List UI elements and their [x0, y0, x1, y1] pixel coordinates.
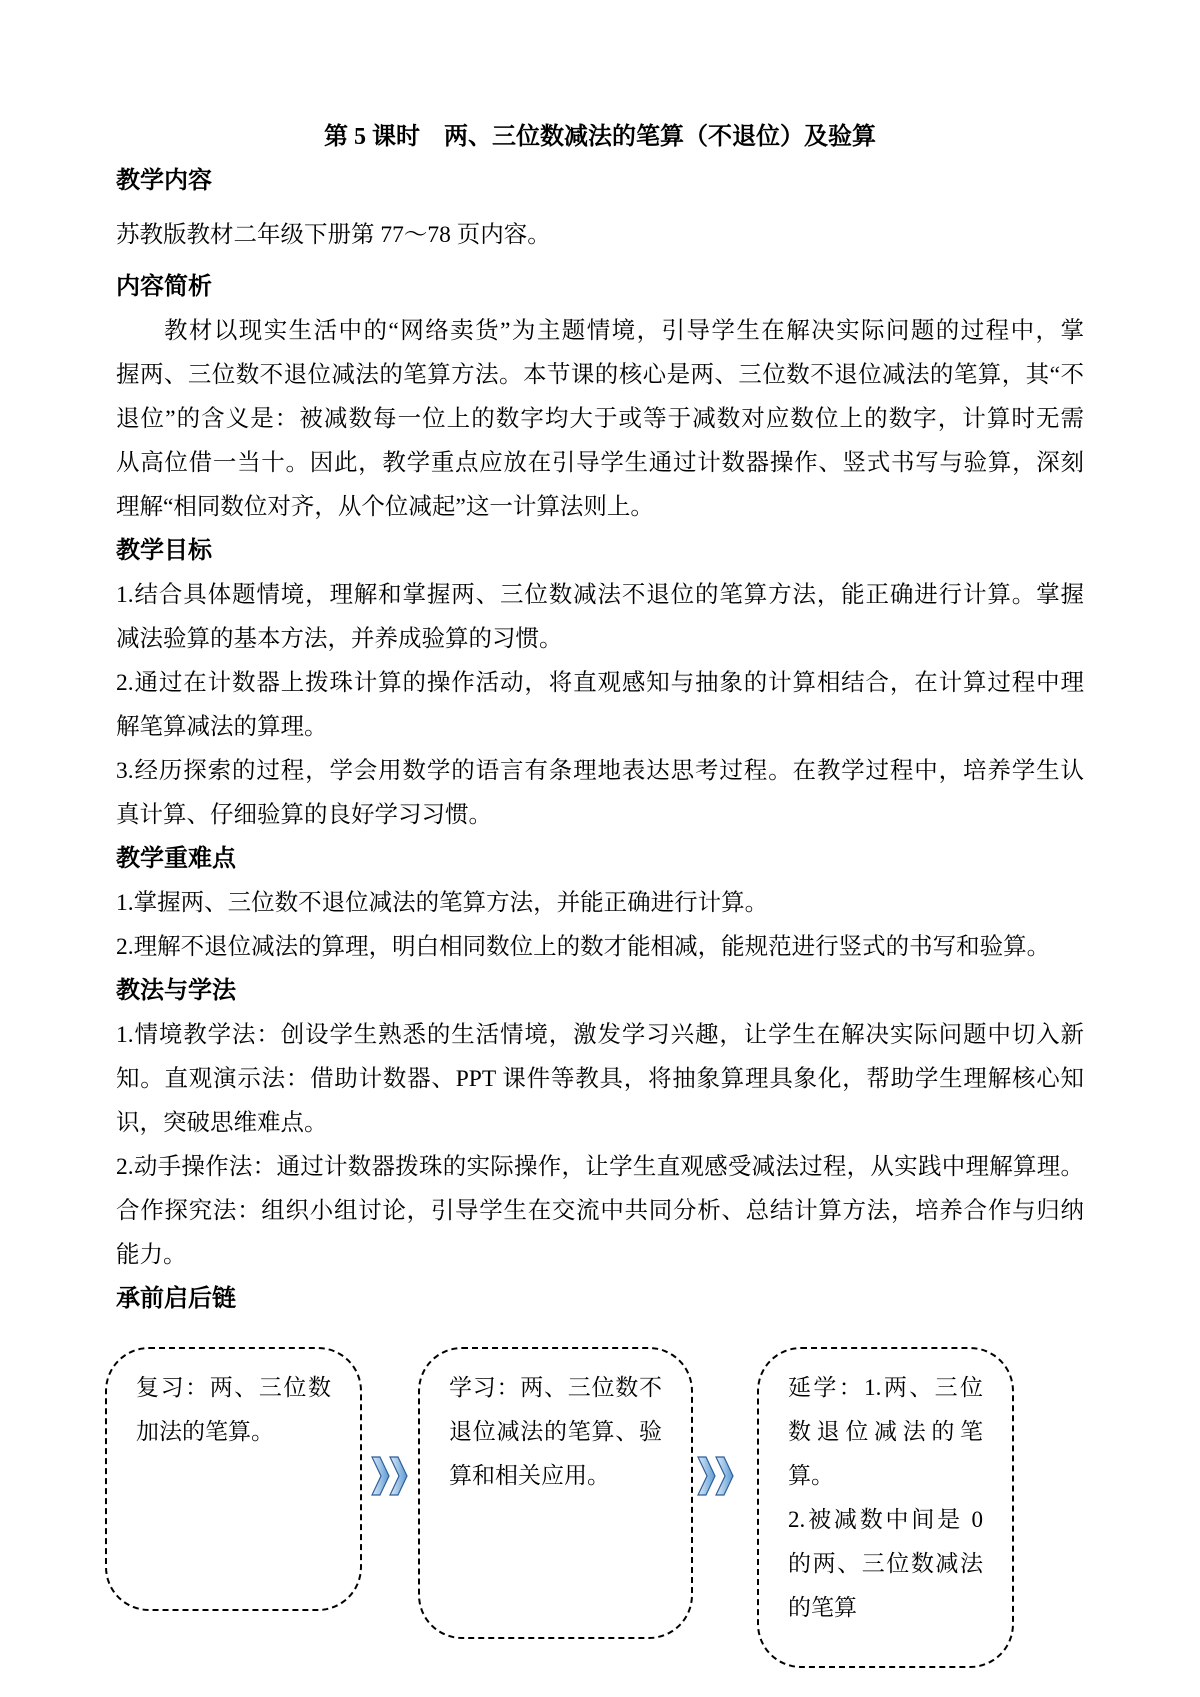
section-heading-teaching-content: 教学内容 — [116, 168, 212, 194]
method-line: 知。直观演示法：借助计数器、PPT 课件等教具，将抽象算理具象化，帮助学生理解核心知 — [116, 1066, 1084, 1092]
chevron-shape — [390, 1457, 407, 1495]
lesson-title: 第 5 课时 两、三位数减法的笔算（不退位）及验算 — [324, 124, 876, 150]
paragraph-line: 从高位借一当十。因此，教学重点应放在引导学生通过计数器操作、竖式书写与验算，深刻 — [116, 450, 1084, 476]
objective-item — [116, 749, 1084, 837]
box-line: 算。 — [788, 1463, 834, 1488]
section-heading-key-points: 教学重难点 — [116, 846, 236, 872]
method-line: 2.动手操作法：通过计数器拨珠的实际操作，让学生直观感受减法过程，从实践中理解算理。 — [116, 1154, 1084, 1180]
section-heading-teaching-objectives: 教学目标 — [116, 538, 212, 564]
paragraph-line: 握两、三位数不退位减法的笔算方法。本节课的核心是两、三位数不退位减法的笔算，其“不 — [116, 362, 1084, 388]
method-line: 合作探究法：组织小组讨论，引导学生在交流中共同分析、总结计算方法，培养合作与归纳 — [116, 1198, 1084, 1224]
method-line: 1.情境教学法：创设学生熟悉的生活情境，激发学习兴趣，让学生在解决实际问题中切入新 — [116, 1022, 1084, 1048]
chain-box-learn — [418, 1347, 693, 1639]
key-point-line: 2.理解不退位减法的算理，明白相同数位上的数才能相减，能规范进行竖式的书写和验算。 — [116, 934, 1051, 960]
double-chevron-right-icon-graphic — [697, 1456, 735, 1496]
paragraph-line: 教材以现实生活中的“网络卖货”为主题情境，引导学生在解决实际问题的过程中，掌 — [164, 318, 1084, 344]
objective-line: 3.经历探索的过程，学会用数学的语言有条理地表达思考过程。在教学过程中，培养学生认 — [116, 758, 1084, 784]
method-line: 能力。 — [116, 1242, 187, 1268]
box-line: 2.被减数中间是 0 — [788, 1507, 983, 1532]
double-chevron-right-icon-graphic — [371, 1456, 409, 1496]
objective-item — [116, 573, 1084, 661]
document-body — [116, 115, 1084, 1321]
method-item — [116, 1013, 1084, 1145]
box-line: 复习：两、三位数 — [136, 1375, 331, 1400]
box-line: 延学：1.两、三位 — [788, 1375, 983, 1400]
box-line: 退位减法的笔算、验 — [449, 1419, 662, 1444]
method-item — [116, 1145, 1084, 1277]
objective-line: 1.结合具体题情境，理解和掌握两、三位数减法不退位的笔算方法，能正确进行计算。掌握 — [116, 582, 1084, 608]
teaching-content-text: 苏教版教材二年级下册第 77～78 页内容。 — [116, 222, 551, 248]
chevron-shape — [716, 1457, 733, 1495]
section-heading-content-analysis: 内容简析 — [116, 274, 212, 300]
key-point-line: 1.掌握两、三位数不退位减法的笔算方法，并能正确进行计算。 — [116, 890, 769, 916]
double-chevron-right-icon — [697, 1456, 735, 1496]
chevron-shape — [698, 1457, 715, 1495]
objective-item — [116, 661, 1084, 749]
box-line: 学习：两、三位数不 — [449, 1375, 662, 1400]
method-line: 识，突破思维难点。 — [116, 1110, 328, 1136]
content-analysis-paragraph — [116, 309, 1084, 529]
chain-box-review — [105, 1347, 362, 1611]
box-line: 加法的笔算。 — [136, 1419, 274, 1444]
section-heading-chain: 承前启后链 — [116, 1286, 236, 1312]
box-line: 的笔算 — [788, 1595, 857, 1620]
box-line: 的两、三位数减法 — [788, 1551, 983, 1576]
box-line: 算和相关应用。 — [449, 1463, 610, 1488]
objective-line: 减法验算的基本方法，并养成验算的习惯。 — [116, 626, 563, 652]
box-line: 数退位减法的笔 — [788, 1419, 983, 1444]
objective-line: 解笔算减法的算理。 — [116, 714, 328, 740]
paragraph-line: 理解“相同数位对齐，从个位减起”这一计算法则上。 — [116, 494, 654, 520]
double-chevron-right-icon — [371, 1456, 409, 1496]
chain-box-extend — [757, 1347, 1014, 1668]
chevron-shape — [372, 1457, 389, 1495]
paragraph-line: 退位”的含义是：被减数每一位上的数字均大于或等于减数对应数位上的数字，计算时无需 — [116, 406, 1084, 432]
objective-line: 真计算、仔细验算的良好学习习惯。 — [116, 802, 492, 828]
section-heading-methods: 教法与学法 — [116, 978, 236, 1004]
objective-line: 2.通过在计数器上拨珠计算的操作活动，将直观感知与抽象的计算相结合，在计算过程中理 — [116, 670, 1084, 696]
